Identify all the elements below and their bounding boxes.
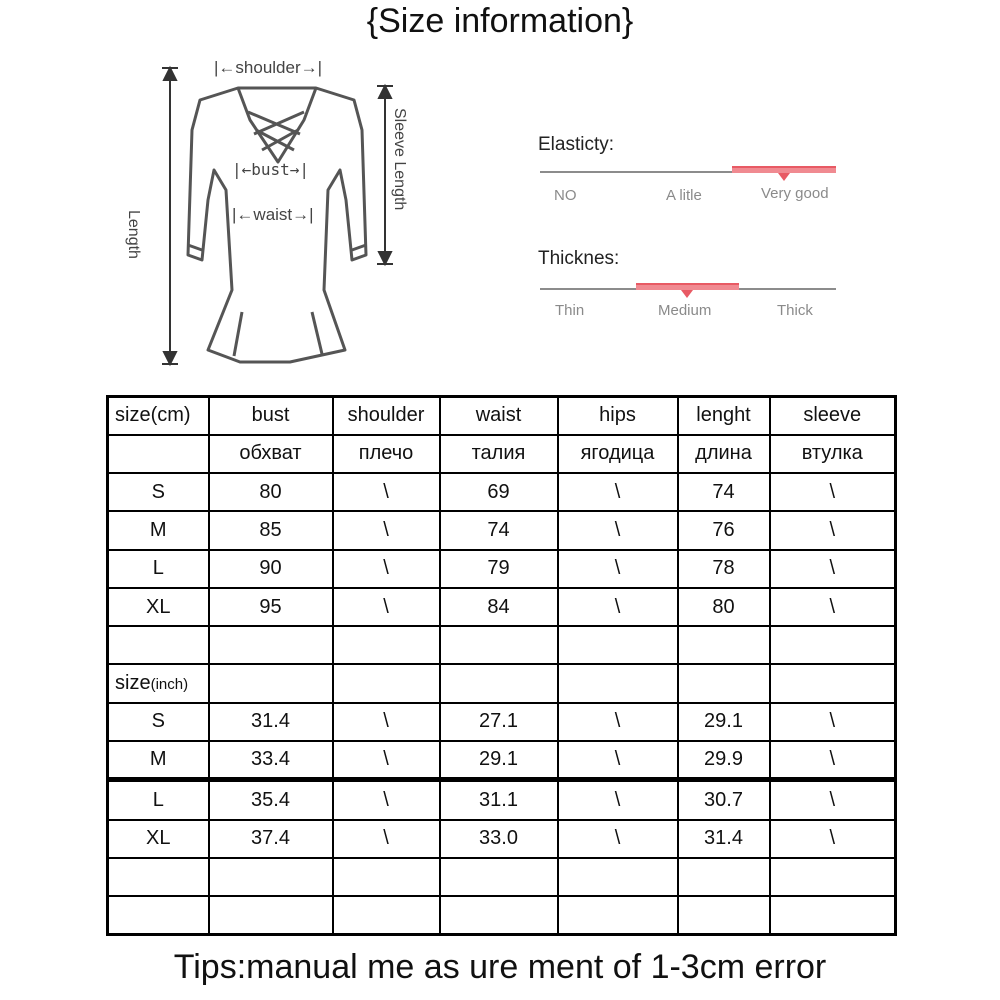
waist-label: |←waist→|: [232, 205, 314, 224]
thickness-pointer-icon: [681, 290, 693, 298]
table-cell: 80: [678, 588, 770, 626]
table-cell: \: [770, 779, 896, 819]
table-cell: 35.4: [209, 779, 333, 819]
table-cell: 74: [678, 473, 770, 511]
table-cell: 37.4: [209, 820, 333, 858]
table-cell: 29.1: [678, 703, 770, 741]
header-shoulder: shoulder: [333, 397, 440, 435]
table-cell: \: [770, 820, 896, 858]
header-ru-sleeve: втулка: [770, 435, 896, 473]
table-cell: \: [770, 550, 896, 588]
table-cell: \: [333, 588, 440, 626]
shoulder-label: |←shoulder→|: [214, 58, 323, 77]
thickness-option-thick: Thick: [777, 302, 813, 319]
table-row: [108, 550, 896, 588]
thickness-option-thin: Thin: [555, 302, 585, 319]
header-waist: waist: [440, 397, 558, 435]
table-cell: M: [108, 511, 209, 549]
table-cell: \: [558, 550, 678, 588]
table-cell: 27.1: [440, 703, 558, 741]
thickness-option-medium: Medium: [658, 302, 712, 319]
elasticity-option-a-little: A litle: [666, 187, 702, 204]
table-cell: 30.7: [678, 779, 770, 819]
table-cell: \: [333, 741, 440, 779]
table-row: [108, 741, 896, 779]
tips-text: Tips:manual me as ure ment of 1-3cm error: [173, 948, 827, 986]
table-cell: 80: [209, 473, 333, 511]
length-label: Length: [125, 210, 142, 259]
header-ru-length: длина: [678, 435, 770, 473]
table-cell: L: [108, 779, 209, 819]
table-cell: \: [558, 820, 678, 858]
table-cell: \: [558, 588, 678, 626]
header-ru-hips: ягодица: [558, 435, 678, 473]
table-cell: \: [333, 779, 440, 819]
thickness-label: Thicknes:: [538, 248, 620, 269]
table-cell: 85: [209, 511, 333, 549]
table-cell: 69: [440, 473, 558, 511]
table-row: [108, 820, 896, 858]
table-cell: \: [770, 473, 896, 511]
table-cell: \: [333, 820, 440, 858]
table-cell: 33.0: [440, 820, 558, 858]
header-ru-shoulder: плечо: [333, 435, 440, 473]
table-cell: S: [108, 473, 209, 511]
table-cell: \: [333, 473, 440, 511]
table-cell: XL: [108, 588, 209, 626]
table-cell: 74: [440, 511, 558, 549]
table-cell: 33.4: [209, 741, 333, 779]
table-cell: S: [108, 703, 209, 741]
inch-unit-label: (inch): [150, 676, 189, 694]
table-cell: \: [333, 511, 440, 549]
table-cell: \: [333, 550, 440, 588]
elasticity-selected-bar: [732, 166, 836, 173]
table-cell: 31.4: [678, 820, 770, 858]
table-cell: M: [108, 741, 209, 779]
table-cell: 31.1: [440, 779, 558, 819]
sleeve-length-label: Sleeve Length: [391, 108, 408, 211]
table-cell: \: [558, 511, 678, 549]
table-cell: \: [770, 703, 896, 741]
table-row: [108, 779, 896, 819]
page-title: {Size information}: [366, 2, 634, 40]
bust-label: |←bust→|: [232, 160, 310, 179]
size-label: size: [115, 672, 151, 695]
table-row: [108, 511, 896, 549]
header-hips: hips: [558, 397, 678, 435]
thickness-selected-bar: [636, 283, 739, 290]
table-row: [108, 703, 896, 741]
header-sleeve: sleeve: [770, 397, 896, 435]
table-cell: \: [558, 703, 678, 741]
table-cell: \: [333, 703, 440, 741]
empty-row: [108, 896, 896, 934]
table-cell: \: [558, 473, 678, 511]
elasticity-option-very-good: Very good: [761, 185, 829, 202]
empty-row: [108, 858, 896, 896]
header-row-en: [108, 397, 896, 435]
table-cell: \: [770, 511, 896, 549]
table-cell: 78: [678, 550, 770, 588]
table-cell: 84: [440, 588, 558, 626]
table-cell: XL: [108, 820, 209, 858]
table-cell: \: [558, 779, 678, 819]
header-length: lenght: [678, 397, 770, 435]
table-cell: \: [558, 741, 678, 779]
elasticity-pointer-icon: [778, 173, 790, 181]
table-cell: 29.1: [440, 741, 558, 779]
table-row: [108, 473, 896, 511]
elasticity-label: Elasticty:: [538, 134, 615, 155]
inch-header-row: [108, 664, 896, 702]
header-size-cm: size(cm): [108, 397, 209, 435]
table-row: [108, 588, 896, 626]
header-bust: bust: [209, 397, 333, 435]
header-ru-bust: обхват: [209, 435, 333, 473]
header-row-ru: [108, 435, 896, 473]
table-cell: \: [770, 588, 896, 626]
table-cell: L: [108, 550, 209, 588]
table-cell: 90: [209, 550, 333, 588]
garment-diagram: [125, 50, 420, 380]
elasticity-option-no: NO: [554, 187, 577, 204]
table-cell: 79: [440, 550, 558, 588]
header-size-inch: [108, 664, 209, 702]
table-cell: 29.9: [678, 741, 770, 779]
size-table: [106, 395, 897, 936]
table-cell: 95: [209, 588, 333, 626]
empty-row: [108, 626, 896, 664]
header-ru-waist: талия: [440, 435, 558, 473]
table-cell: 31.4: [209, 703, 333, 741]
table-cell: \: [770, 741, 896, 779]
table-cell: 76: [678, 511, 770, 549]
header-ru-size: [108, 435, 209, 473]
